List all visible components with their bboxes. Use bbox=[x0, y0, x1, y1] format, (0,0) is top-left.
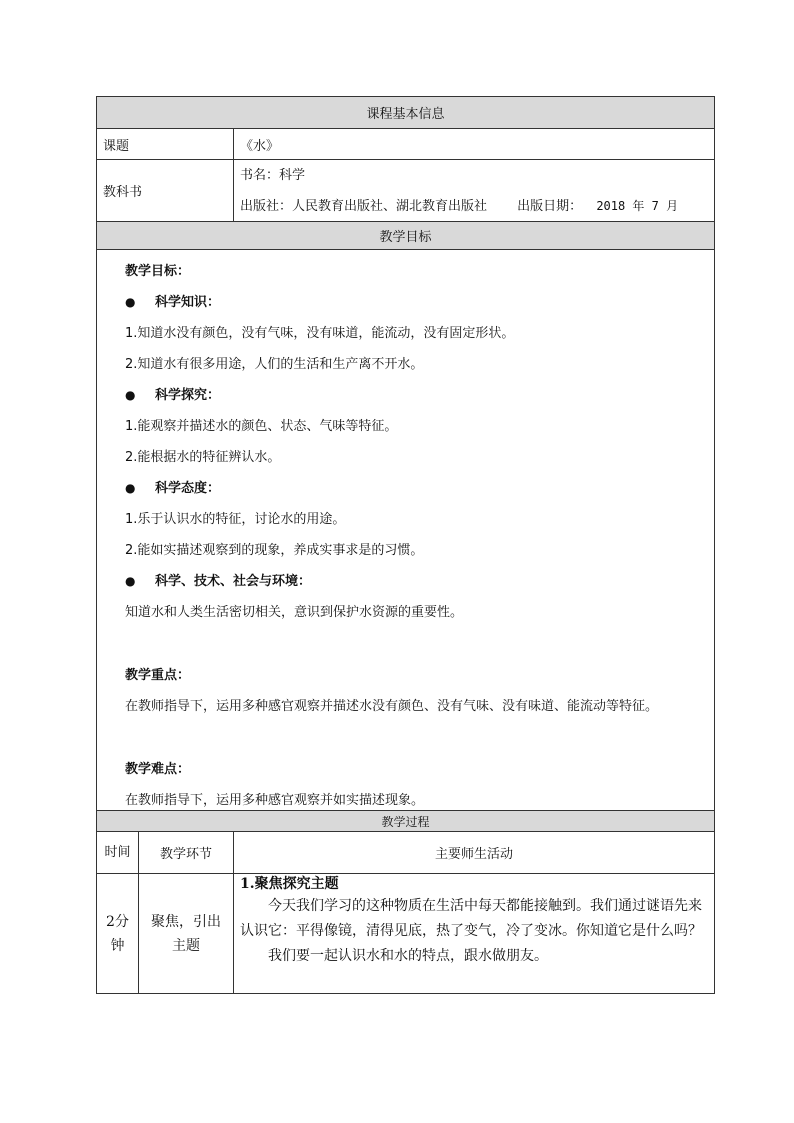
sts-title: 科学、技术、社会与环境： bbox=[155, 574, 312, 589]
topic-value: 《水》 bbox=[234, 129, 715, 160]
inquiry-item-2: 2.能根据水的特征辨认水。 bbox=[125, 450, 281, 465]
bullet-icon: ● bbox=[125, 388, 136, 402]
publisher-line bbox=[240, 191, 708, 221]
activity-paragraph-2: 我们要一起认识水和水的特点，跟水做朋友。 bbox=[268, 948, 548, 964]
row-activity bbox=[234, 874, 715, 994]
row-stage: 聚焦，引出主题 bbox=[139, 874, 234, 994]
row-time: 2分钟 bbox=[97, 874, 139, 994]
attitude-item-1: 1.乐于认识水的特征，讨论水的用途。 bbox=[125, 512, 346, 527]
knowledge-item-1: 1.知道水没有颜色，没有气味，没有味道，能流动，没有固定形状。 bbox=[125, 326, 515, 341]
col-time-header: 时间 bbox=[97, 832, 139, 874]
knowledge-title-row bbox=[125, 287, 706, 318]
goals-heading: 教学目标： bbox=[125, 264, 191, 279]
bullet-icon: ● bbox=[125, 574, 136, 588]
col-stage-header: 教学环节 bbox=[139, 832, 234, 874]
publish-date-value: 2018 年 7 月 bbox=[596, 198, 679, 213]
inquiry-title: 科学探究： bbox=[155, 388, 221, 403]
difficulty-text: 在教师指导下，运用多种感官观察并如实描述现象。 bbox=[125, 793, 425, 808]
topic-label: 课题 bbox=[97, 129, 234, 160]
goals-header: 教学目标 bbox=[97, 222, 715, 250]
inquiry-item-1: 1.能观察并描述水的颜色、状态、气味等特征。 bbox=[125, 419, 398, 434]
course-info-header: 课程基本信息 bbox=[97, 97, 715, 129]
knowledge-title: 科学知识： bbox=[155, 295, 221, 310]
col-activity-header: 主要师生活动 bbox=[234, 832, 715, 874]
process-header: 教学过程 bbox=[97, 811, 715, 832]
attitude-title-row bbox=[125, 473, 706, 504]
textbook-info bbox=[234, 160, 715, 222]
activity-title: 1.聚焦探究主题 bbox=[240, 876, 339, 892]
activity-paragraph-1: 今天我们学习的这种物质在生活中每天都能接触到。我们通过谜语先来认识它：平得像镜，清得见底，热了变气，冷了变冰。你知道它是什么吗？ bbox=[240, 898, 702, 939]
bullet-icon: ● bbox=[125, 481, 136, 495]
key-point-title: 教学重点： bbox=[125, 668, 191, 683]
attitude-title: 科学态度： bbox=[155, 481, 221, 496]
inquiry-title-row bbox=[125, 380, 706, 411]
textbook-label: 教科书 bbox=[97, 160, 234, 222]
sts-title-row bbox=[125, 566, 706, 597]
goals-content bbox=[97, 250, 715, 811]
book-name: 书名：科学 bbox=[240, 167, 306, 183]
publish-date-label: 出版日期： bbox=[517, 198, 583, 214]
sts-item-1: 知道水和人类生活密切相关，意识到保护水资源的重要性。 bbox=[125, 605, 464, 620]
bullet-icon: ● bbox=[125, 295, 136, 309]
lesson-plan-table bbox=[96, 96, 715, 994]
publisher: 出版社：人民教育出版社、湖北教育出版社 bbox=[240, 198, 488, 214]
difficulty-title: 教学难点： bbox=[125, 762, 191, 777]
attitude-item-2: 2.能如实描述观察到的现象，养成实事求是的习惯。 bbox=[125, 543, 424, 558]
knowledge-item-2: 2.知道水有很多用途，人们的生活和生产离不开水。 bbox=[125, 357, 424, 372]
table-row bbox=[97, 874, 715, 994]
key-point-text: 在教师指导下，运用多种感官观察并描述水没有颜色、没有气味、没有味道、能流动等特征。 bbox=[125, 699, 659, 714]
